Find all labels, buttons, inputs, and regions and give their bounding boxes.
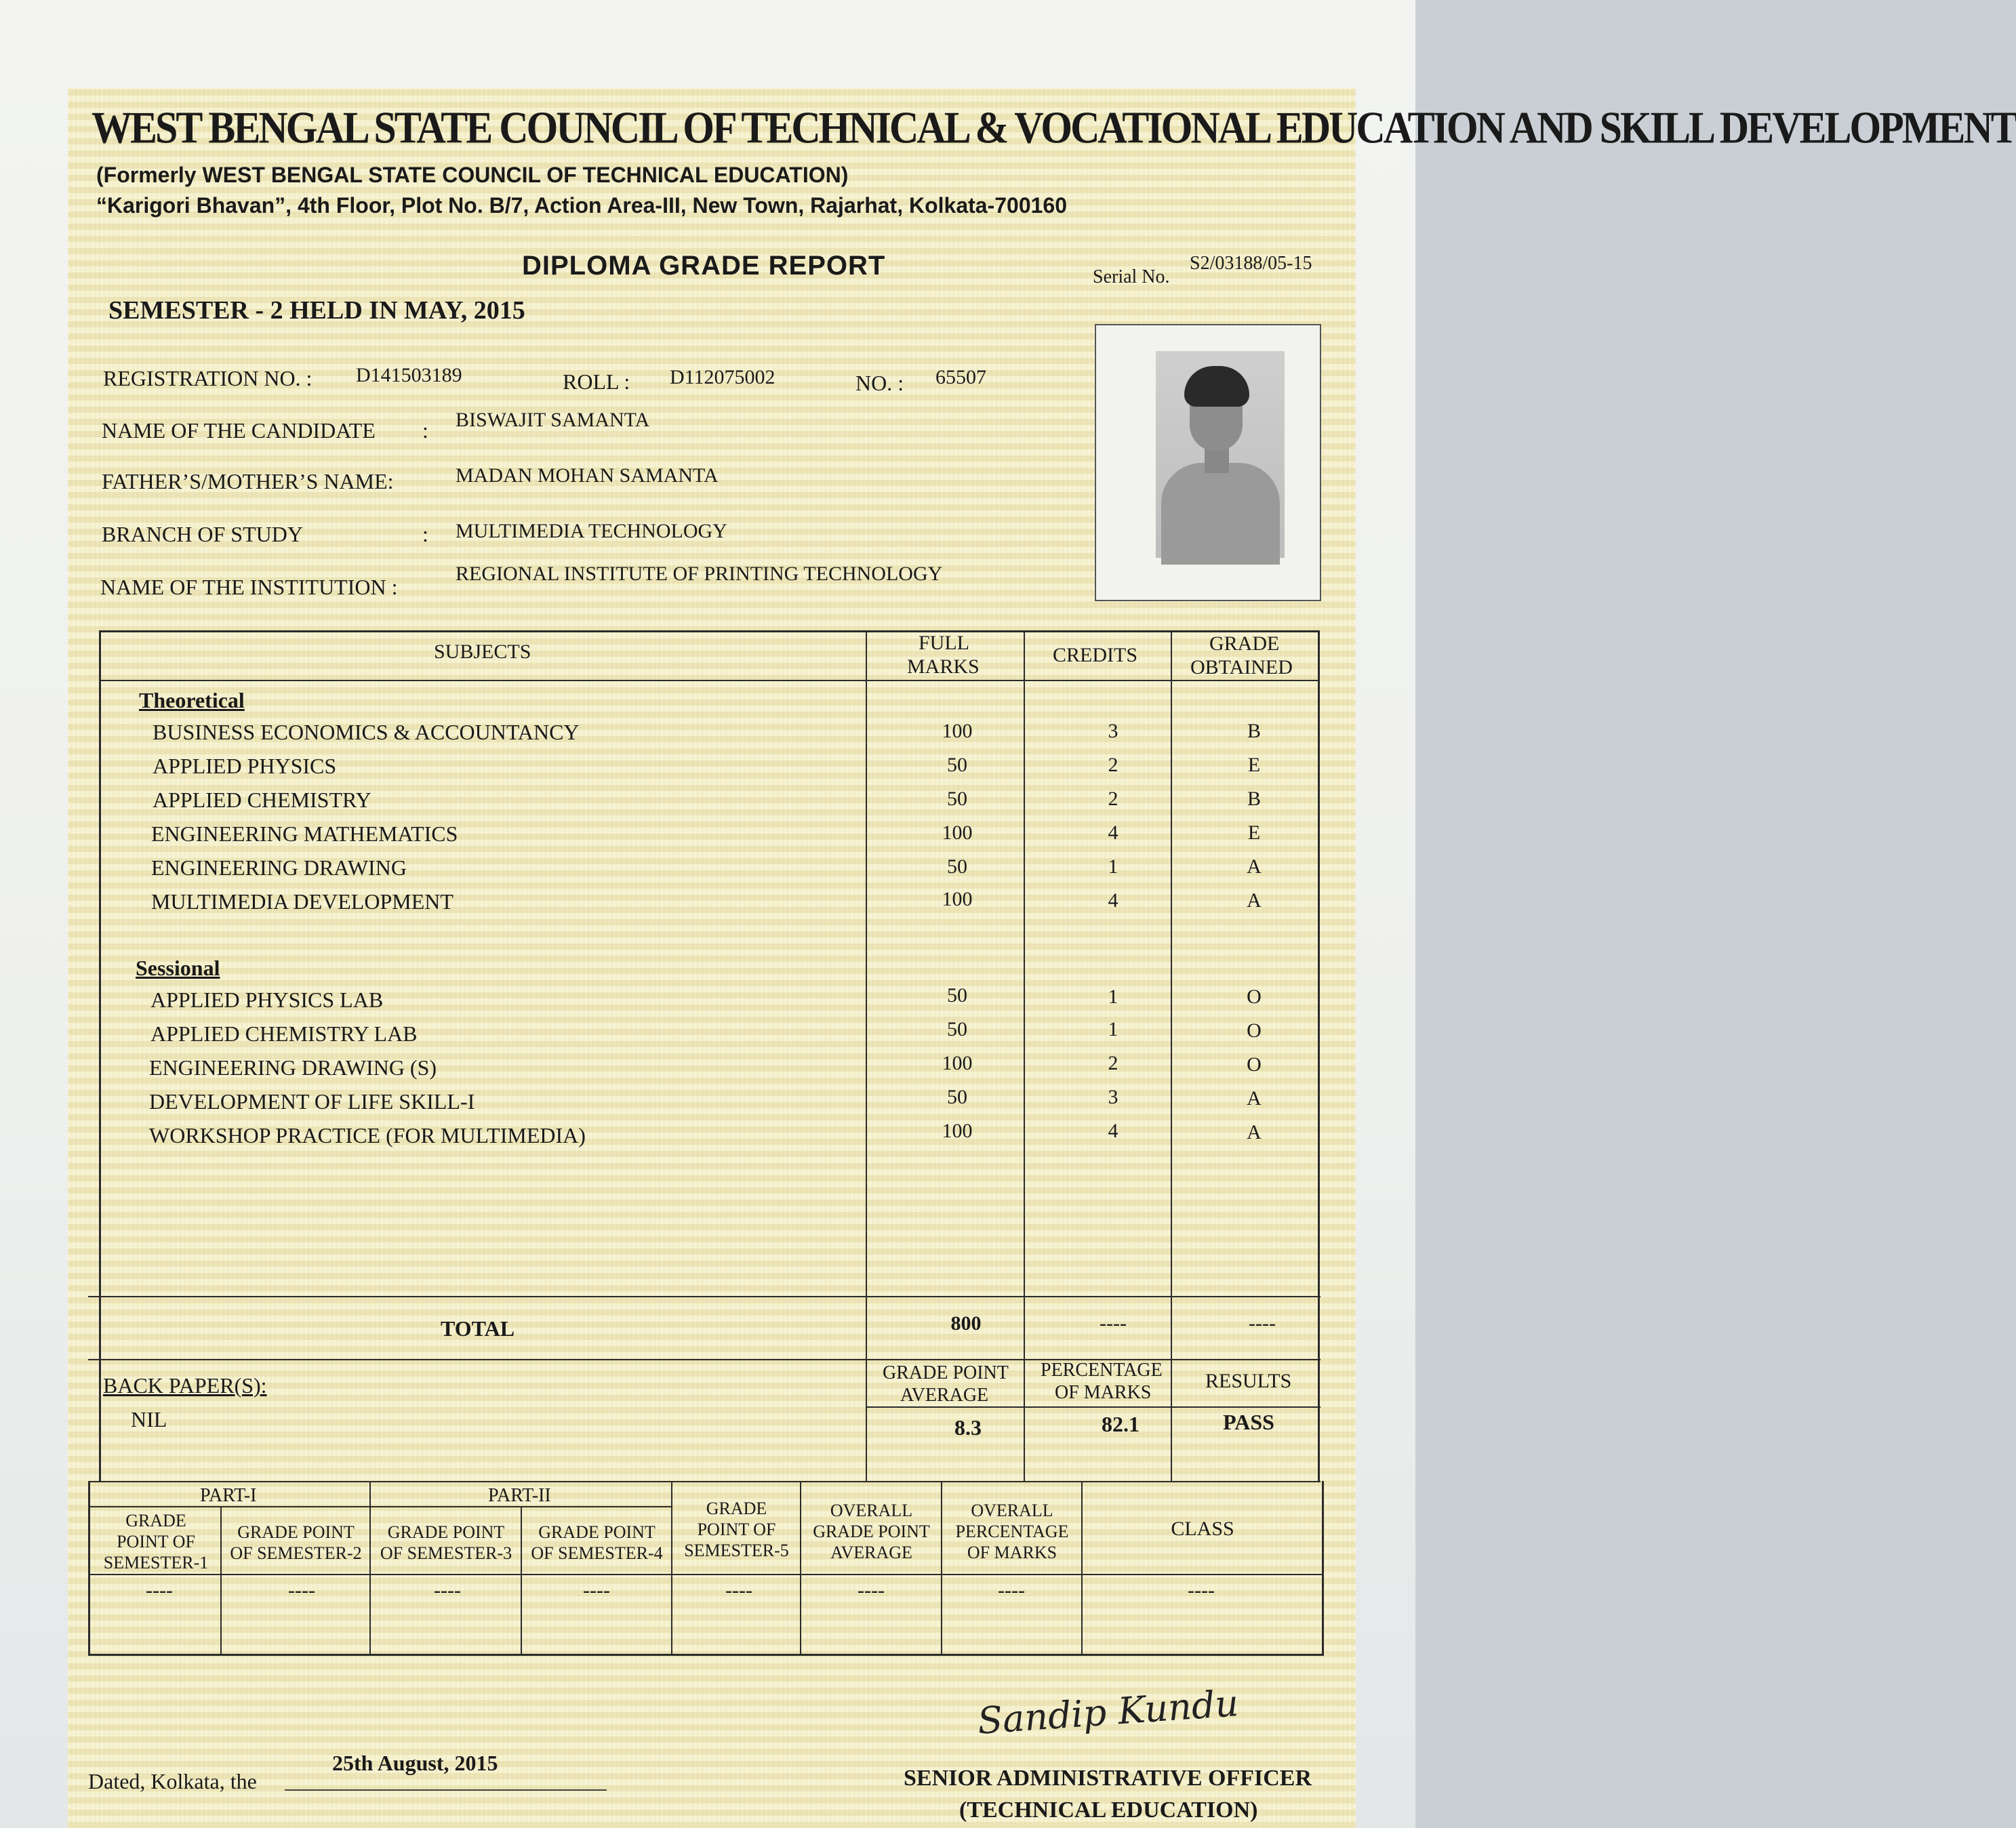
signature: Sandip Kundu	[976, 1682, 1241, 1743]
class-header: CLASS	[1171, 1518, 1234, 1540]
grade: E	[1247, 754, 1261, 776]
designation: SENIOR ADMINISTRATIVE OFFICER	[904, 1766, 1312, 1791]
sessional-heading: Sessional	[136, 956, 220, 980]
candidate-photo-frame	[1095, 324, 1321, 601]
grade: A	[1247, 855, 1262, 878]
sem1-header: GRADE POINT OF SEMESTER-1	[103, 1511, 209, 1572]
grade: E	[1247, 821, 1261, 844]
branch-value: MULTIMEDIA TECHNOLOGY	[456, 520, 727, 542]
grade: A	[1247, 889, 1262, 912]
dated-label: Dated, Kolkata, the	[88, 1769, 257, 1793]
subject-name: APPLIED PHYSICS LAB	[150, 988, 384, 1012]
sem1-value: ----	[146, 1579, 173, 1602]
total-label: TOTAL	[441, 1316, 515, 1341]
full-marks: 100	[942, 821, 973, 844]
serial-label: Serial No.	[1093, 266, 1170, 287]
department: (TECHNICAL EDUCATION)	[959, 1797, 1258, 1823]
subject-name: APPLIED CHEMISTRY LAB	[150, 1021, 418, 1046]
credits: 3	[1108, 720, 1118, 742]
credits: 2	[1108, 754, 1118, 776]
subjects-header: SUBJECTS	[434, 641, 531, 663]
percentage-value: 82.1	[1102, 1412, 1140, 1436]
no-value: 65507	[935, 366, 986, 388]
semester-title: SEMESTER - 2 HELD IN MAY, 2015	[108, 296, 525, 325]
colon: :	[422, 418, 428, 443]
council-name: WEST BENGAL STATE COUNCIL OF TECHNICAL & VOCATIONAL EDUCATION AND SKILL DEVELOPMENT	[92, 102, 2016, 153]
grade: B	[1247, 720, 1261, 742]
overall-gpa-value: ----	[858, 1579, 885, 1602]
grade: O	[1247, 1019, 1262, 1042]
total-grade: ----	[1249, 1312, 1276, 1335]
grade: O	[1247, 986, 1262, 1008]
credits: 2	[1108, 1052, 1118, 1074]
full-marks: 50	[947, 754, 967, 776]
grade: O	[1247, 1053, 1262, 1076]
sem4-value: ----	[583, 1579, 610, 1602]
credits: 1	[1108, 1018, 1118, 1040]
credits: 4	[1108, 821, 1118, 844]
back-paper-value: NIL	[131, 1407, 167, 1431]
candidate-photo	[1156, 351, 1285, 558]
subject-name: APPLIED PHYSICS	[153, 754, 337, 778]
credits: 4	[1108, 1120, 1118, 1142]
overall-percentage-header: OVERALL PERCENTAGE OF MARKS	[955, 1501, 1069, 1562]
full-marks: 50	[947, 788, 967, 810]
credits: 1	[1108, 986, 1118, 1008]
sem4-header: GRADE POINT OF SEMESTER-4	[531, 1522, 663, 1563]
results-value: PASS	[1223, 1410, 1274, 1434]
subject-name: ENGINEERING DRAWING (S)	[149, 1055, 437, 1080]
sem3-value: ----	[434, 1579, 461, 1602]
full-marks: 50	[947, 1086, 967, 1108]
roll-label: ROLL :	[563, 369, 630, 394]
grade: B	[1247, 788, 1261, 810]
registration-value: D141503189	[356, 364, 462, 386]
parent-name-value: MADAN MOHAN SAMANTA	[456, 464, 719, 487]
credits: 1	[1108, 855, 1118, 878]
theoretical-heading: Theoretical	[139, 688, 245, 712]
branch-label: BRANCH OF STUDY	[102, 522, 303, 546]
subject-name: ENGINEERING DRAWING	[151, 855, 407, 880]
grade-header-line1: GRADE	[1209, 632, 1280, 655]
class-value: ----	[1188, 1579, 1215, 1602]
full-marks-header-line1: FULL	[919, 632, 969, 654]
overall-percentage-value: ----	[998, 1579, 1025, 1602]
no-label: NO. :	[855, 371, 904, 395]
subject-name: BUSINESS ECONOMICS & ACCOUNTANCY	[153, 720, 580, 744]
total-marks: 800	[950, 1312, 982, 1335]
parent-name-label: FATHER’S/MOTHER’S NAME:	[102, 469, 394, 493]
credits: 2	[1108, 788, 1118, 810]
institution-value: REGIONAL INSTITUTE OF PRINTING TECHNOLOGY	[456, 563, 943, 585]
subject-name: APPLIED CHEMISTRY	[153, 788, 371, 812]
results-label: RESULTS	[1205, 1370, 1292, 1392]
grade: A	[1247, 1087, 1262, 1110]
report-title: DIPLOMA GRADE REPORT	[522, 251, 886, 281]
candidate-name-value: BISWAJIT SAMANTA	[456, 409, 650, 431]
full-marks-header-line2: MARKS	[907, 655, 980, 678]
gpa-label-line2: AVERAGE	[900, 1385, 989, 1406]
part-2-header: PART-II	[488, 1485, 551, 1506]
grade: A	[1247, 1121, 1262, 1143]
serial-value: S2/03188/05-15	[1190, 253, 1312, 274]
full-marks: 100	[942, 720, 973, 742]
roll-value: D112075002	[670, 366, 775, 388]
date-value: 25th August, 2015	[332, 1751, 498, 1775]
percentage-label-line1: PERCENTAGE	[1041, 1360, 1163, 1381]
council-former-name: (Formerly WEST BENGAL STATE COUNCIL OF TECHNICAL EDUCATION)	[96, 163, 849, 187]
total-credits: ----	[1100, 1312, 1127, 1335]
full-marks: 100	[942, 888, 973, 910]
registration-label: REGISTRATION NO. :	[103, 366, 313, 390]
full-marks: 50	[947, 855, 967, 878]
overall-gpa-header: OVERALL GRADE POINT AVERAGE	[813, 1501, 930, 1562]
credits: 3	[1108, 1086, 1118, 1108]
sem2-header: GRADE POINT OF SEMESTER-2	[230, 1522, 362, 1563]
gpa-label-line1: GRADE POINT	[883, 1362, 1009, 1383]
full-marks: 100	[942, 1052, 973, 1074]
sem3-header: GRADE POINT OF SEMESTER-3	[380, 1522, 512, 1563]
colon: :	[422, 522, 428, 546]
candidate-name-label: NAME OF THE CANDIDATE	[102, 418, 376, 443]
back-paper-label: BACK PAPER(S):	[103, 1373, 267, 1398]
full-marks: 50	[947, 984, 967, 1007]
subject-name: DEVELOPMENT OF LIFE SKILL-I	[149, 1089, 475, 1114]
subject-name: WORKSHOP PRACTICE (FOR MULTIMEDIA)	[149, 1123, 586, 1147]
sem5-value: ----	[725, 1579, 752, 1602]
institution-label: NAME OF THE INSTITUTION :	[100, 575, 398, 599]
council-address: “Karigori Bhavan”, 4th Floor, Plot No. B/7, Action Area-III, New Town, Rajarhat, Kolkata-700160	[96, 193, 1067, 218]
sem2-value: ----	[288, 1579, 315, 1602]
credits-header: CREDITS	[1053, 644, 1138, 666]
grade-header-line2: OBTAINED	[1190, 656, 1293, 678]
subject-name: MULTIMEDIA DEVELOPMENT	[151, 889, 453, 914]
subject-name: ENGINEERING MATHEMATICS	[151, 821, 458, 846]
percentage-label-line2: OF MARKS	[1055, 1382, 1152, 1403]
part-1-header: PART-I	[200, 1485, 257, 1506]
sem5-header: GRADE POINT OF SEMESTER-5	[684, 1499, 789, 1560]
full-marks: 100	[942, 1120, 973, 1142]
credits: 4	[1108, 889, 1118, 912]
full-marks: 50	[947, 1018, 967, 1040]
gpa-value: 8.3	[954, 1415, 982, 1440]
